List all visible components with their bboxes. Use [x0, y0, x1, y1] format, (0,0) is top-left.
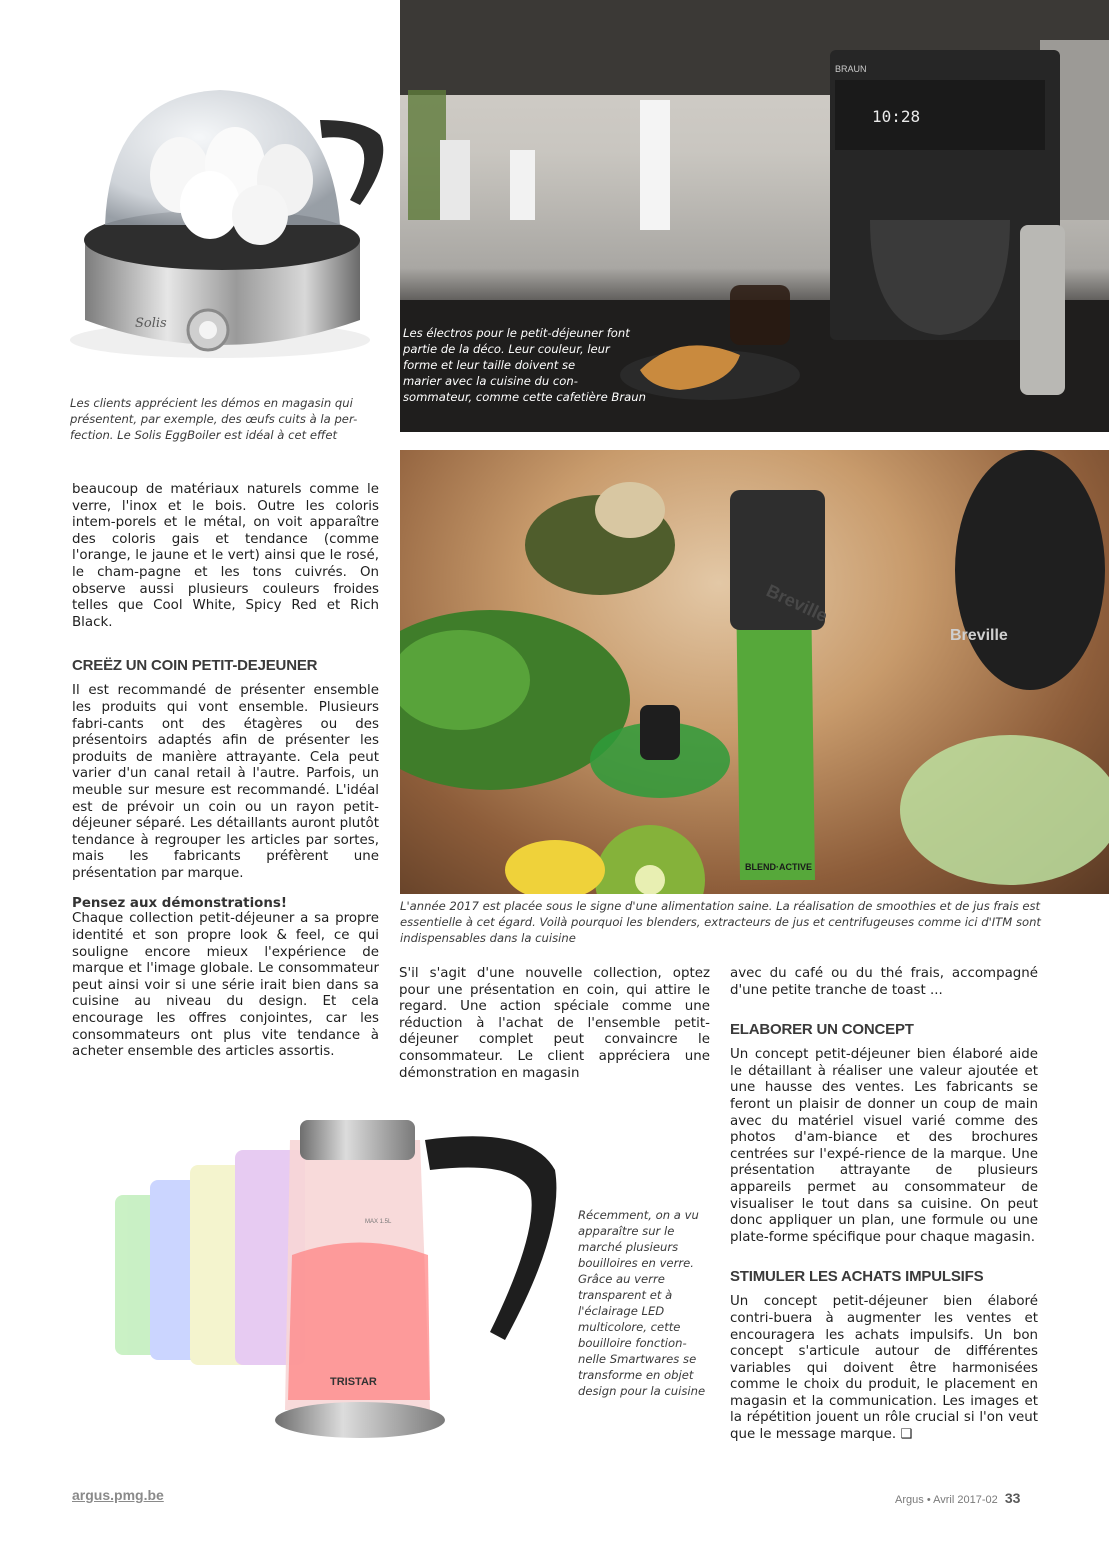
end-mark-icon: ❑: [900, 1427, 913, 1443]
egg-boiler-caption: Les clients apprécient les démos en magasin qui présentent, par exemple, des œufs cuits à la per-fection. Le Solis EggBoiler est idéal à cet effet: [70, 396, 358, 442]
solis-logo: Solis: [135, 316, 167, 331]
egg-boiler-illustration: [60, 0, 390, 385]
page-number: 33: [1004, 1490, 1021, 1506]
coffee-caption: [403, 325, 653, 405]
paragraph-concept: Un concept petit-déjeuner bien élaboré aide le détaillant à réaliser une valeur ajoutée et une hausse des ventes. Les fabricants se feront un plaisir de donner un coup de main avec du matériel visuel varié comme des photos d'am-biance et des brochures centrées sur l'expé-rience de la marque. Une présentation attrayante de plusieurs appareils permet au consommateur de visualiser le tout dans sa cuisine. On peut donc appliquer un plan, une formule ou une plate-forme spécifique pour chaque magasin.: [730, 1047, 1038, 1245]
blender-caption: L'année 2017 est placée sous le signe d'une alimentation saine. La réalisation de smoothies et de jus frais est essentielle à cet égard. Voilà pourquoi les blenders, extracteurs de jus et centrifugeuses comme ici d'ITM sont indispensables dans la cuisine: [400, 899, 1041, 945]
subheading-demonstrations: Pensez aux démonstrations!: [72, 896, 287, 912]
max-marking: MAX 1.5L: [365, 1219, 392, 1225]
paragraph-collection: S'il s'agit d'une nouvelle collection, optez pour une présentation en coin, qui attire le regard. Une action spéciale comme une réduction à l'achat de l'ensemble petit-déjeuner complet peut convaincre le consommateur. Le client appréciera une démonstration en magasin: [399, 966, 710, 1081]
footer-bullet: •: [926, 1494, 931, 1506]
clock-display: 10:28: [872, 107, 921, 126]
heading-achats-impulsifs: STIMULER LES ACHATS IMPULSIFS: [730, 1268, 984, 1286]
footer-url[interactable]: argus.pmg.be: [72, 1487, 164, 1503]
paragraph-achats-text: Un concept petit-déjeuner bien élaboré contri-buera à augmenter les ventes et encouragera les achats impulsifs. Un bon concept s'articule autour de différentes variables qui doivent être harmonisées comme le choix du produit, le placement en magasin et la communication. Les images et la répétition jouent un rôle crucial si l'on veut que le message marque.: [730, 1294, 1038, 1443]
footer-issue: [895, 1490, 1020, 1506]
column-3: [730, 966, 1038, 1444]
column-2: [399, 966, 710, 1082]
breville-cup-logo: Breville: [763, 580, 831, 627]
coffee-caption-line: partie de la déco. Leur couleur, leur: [403, 342, 610, 356]
blender-photo: [400, 450, 1109, 894]
blend-active-label: BLEND·ACTIVE: [745, 862, 812, 872]
footer-magazine: Argus: [895, 1494, 924, 1506]
coffee-caption-line: sommateur, comme cette cafetière Braun: [403, 390, 646, 404]
braun-logo: BRAUN: [835, 64, 867, 74]
egg-boiler-photo: [60, 0, 390, 385]
kettle-caption: Récemment, on a vu apparaître sur le marché plusieurs bouilloires en verre. Grâce au verre transparent et à l'éclairage LED multicolore, cette bouilloire fonction-nelle Smartwares se transforme en objet design pour la cuisine: [578, 1208, 706, 1398]
paragraph-coin: Il est recommandé de présenter ensemble les produits qui vont ensemble. Plusieurs fabri-cants ont des étagères ou des présentoirs adaptés afin de présenter les produits de manière attrayante. Cela peut varier d'un canal retail à l'autre. Parfois, un meuble sur mesure est recommandé. L'idéal est de prévoir un coin ou un rayon petit-déjeuner séparé. Les détaillants auront plutôt tendance à regrouper les articles par sortes, mais les fabricants préfèrent une présentation par marque.: [72, 683, 379, 881]
heading-elaborer-concept: ELABORER UN CONCEPT: [730, 1021, 914, 1039]
intro-paragraph: beaucoup de matériaux naturels comme le verre, l'inox et le bois. Outre les coloris intem-porels et le métal, on voit apparaître des coloris gais et tendance (comme l'orange, le jaune et le vert) ainsi que le rosé, le cham-pagne et les tons cuivrés. On observe aussi plusieurs couleurs froides telles que Cool White, Spicy Red et Rich Black.: [72, 482, 379, 630]
paragraph-demonstrations: Chaque collection petit-déjeuner a sa propre identité et son propre look & feel, ce qui souligne encore mieux l'expérience de marque et l'image globale. Le consommateur peut ainsi voir si une série irait bien dans sa cuisine au niveau du design. Et cela encourage les offres conjointes, car les consommateurs ont plus vite tendance à acheter ensemble des articles assortis.: [72, 911, 379, 1060]
paragraph-achats: [730, 1294, 1038, 1443]
blender-illustration: [400, 450, 1109, 894]
coffee-caption-line: forme et leur taille doivent se: [403, 358, 576, 372]
coffee-caption-line: marier avec la cuisine du con-: [403, 374, 578, 388]
kettle-photo: [60, 1110, 570, 1460]
coffee-caption-line: Les électros pour le petit-déjeuner font: [403, 326, 630, 340]
column-1: [72, 482, 379, 1061]
tristar-logo: TRISTAR: [330, 1376, 377, 1388]
heading-coin-petit-dejeuner: CREËZ UN COIN PETIT-DEJEUNER: [72, 657, 318, 675]
paragraph-continuation: avec du café ou du thé frais, accompagné d'une petite tranche de toast ...: [730, 966, 1038, 998]
kettles-illustration: [60, 1110, 570, 1460]
footer-issue-date: Avril 2017-02: [933, 1494, 998, 1506]
breville-base-logo: Breville: [950, 627, 1008, 644]
